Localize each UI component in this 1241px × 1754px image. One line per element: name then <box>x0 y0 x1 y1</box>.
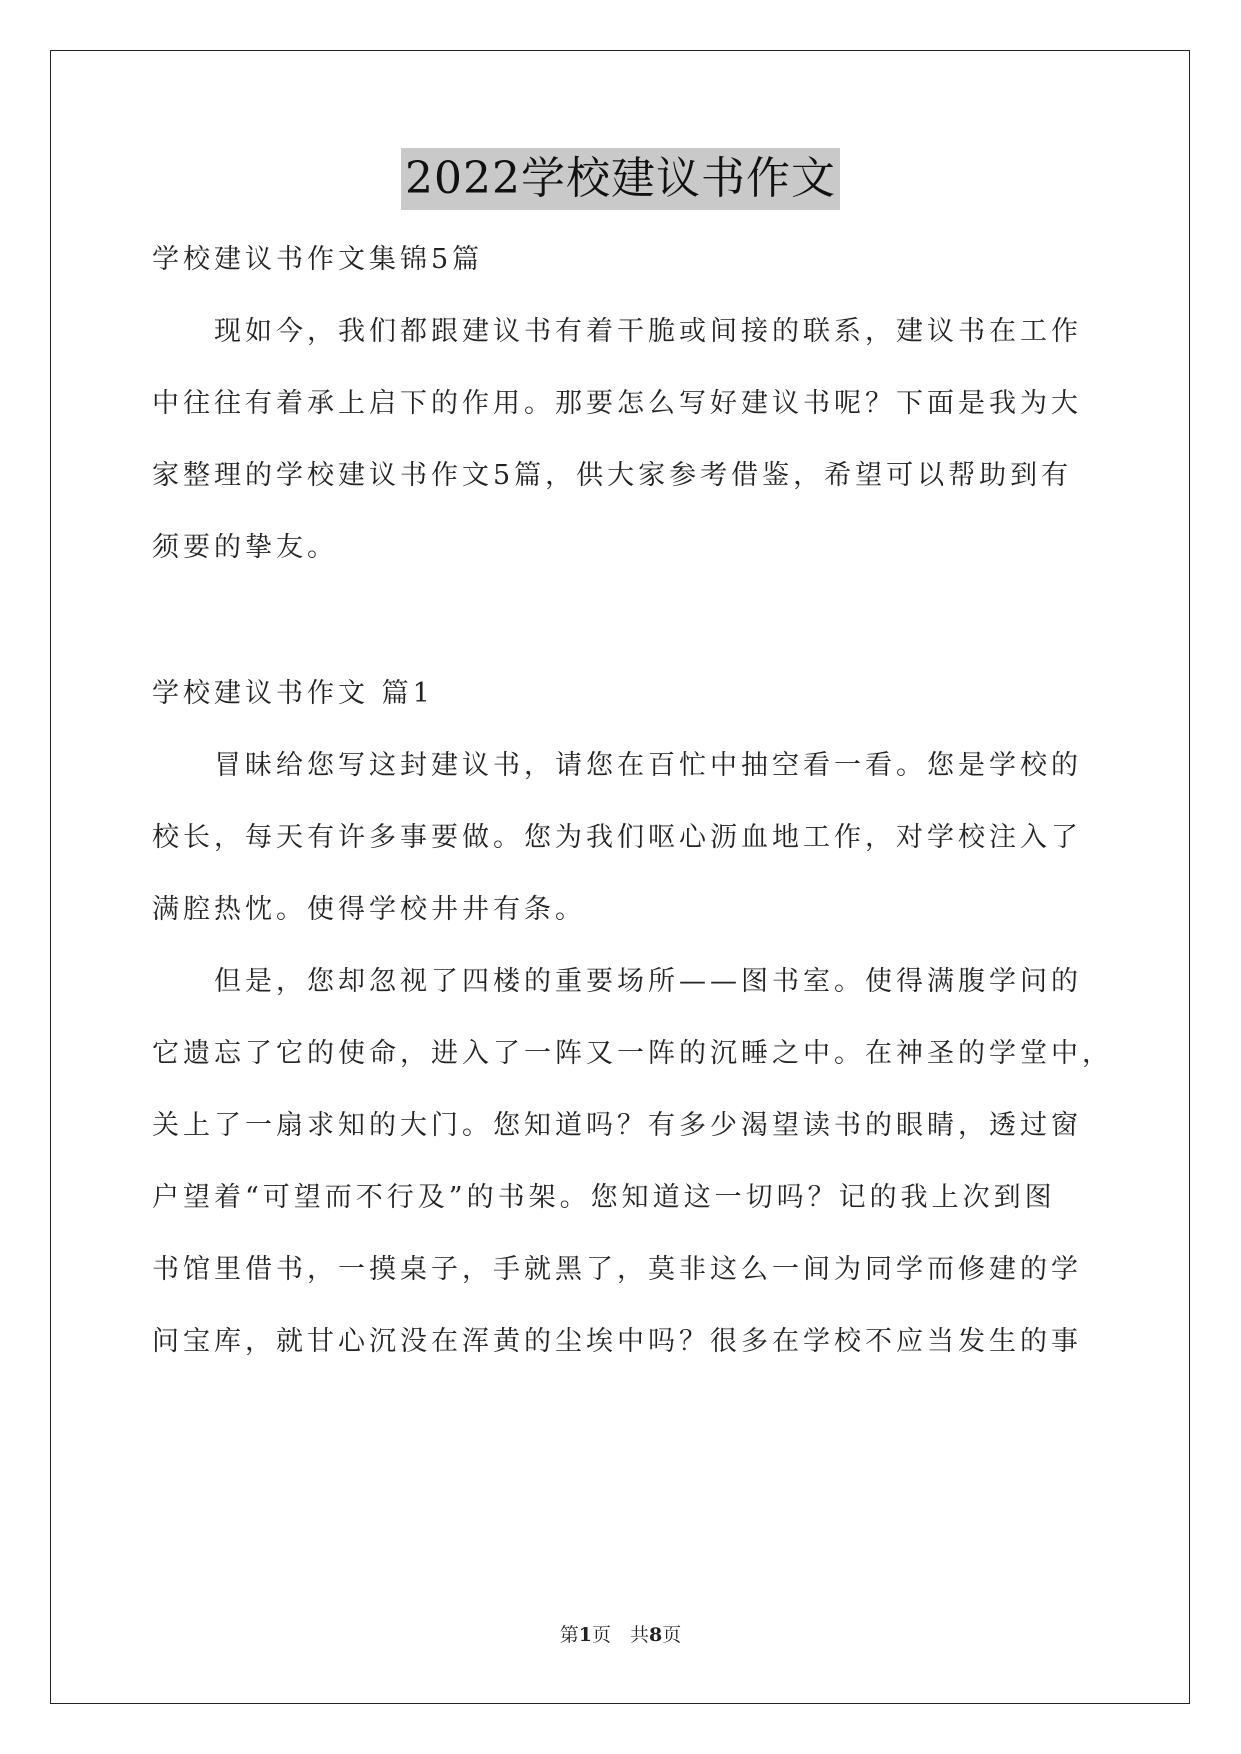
paragraph-line: 中往往有着承上启下的作用。那要怎么写好建议书呢？下面是我为大 <box>152 388 1082 419</box>
page-prefix: 第 <box>559 1624 579 1646</box>
paragraph-line: 但是，您却忽视了四楼的重要场所——图书室。使得满腹学问的 <box>214 966 1082 997</box>
page-footer <box>0 1620 1241 1647</box>
paragraph-line: 户望着“可望而不行及”的书架。您知道这一切吗？记的我上次到图 <box>152 1182 1056 1213</box>
paragraph-line: 关上了一扇求知的大门。您知道吗？有多少渴望读书的眼睛，透过窗 <box>152 1110 1082 1141</box>
paragraph-line: 冒昧给您写这封建议书，请您在百忙中抽空看一看。您是学校的 <box>214 750 1082 781</box>
document-title: 2022学校建议书作文 <box>401 148 840 210</box>
paragraph-line: 校长，每天有许多事要做。您为我们呕心沥血地工作，对学校注入了 <box>152 822 1082 853</box>
page-total: 8 <box>649 1624 663 1646</box>
page-current: 1 <box>578 1624 592 1646</box>
paragraph-line: 它遗忘了它的使命，进入了一阵又一阵的沉睡之中。在神圣的学堂中， <box>152 1038 1113 1069</box>
title-container <box>0 148 1241 210</box>
paragraph-line: 满腔热忱。使得学校井井有条。 <box>152 894 586 925</box>
paragraph-line: 现如今，我们都跟建议书有着干脆或间接的联系，建议书在工作 <box>214 316 1082 347</box>
paragraph-line: 须要的挚友。 <box>152 532 338 563</box>
page-mid: 页 共 <box>591 1624 649 1646</box>
paragraph-line: 家整理的学校建议书作文5篇，供大家参考借鉴，希望可以帮助到有 <box>152 460 1073 491</box>
section-heading: 学校建议书作文 篇1 <box>152 678 434 709</box>
subtitle-line: 学校建议书作文集锦5篇 <box>152 244 484 275</box>
paragraph-line: 问宝库，就甘心沉没在浑黄的尘埃中吗？很多在学校不应当发生的事 <box>152 1326 1082 1357</box>
page-border <box>50 50 1190 1704</box>
page-suffix: 页 <box>662 1624 682 1646</box>
paragraph-line: 书馆里借书，一摸桌子，手就黑了，莫非这么一间为同学而修建的学 <box>152 1254 1082 1285</box>
